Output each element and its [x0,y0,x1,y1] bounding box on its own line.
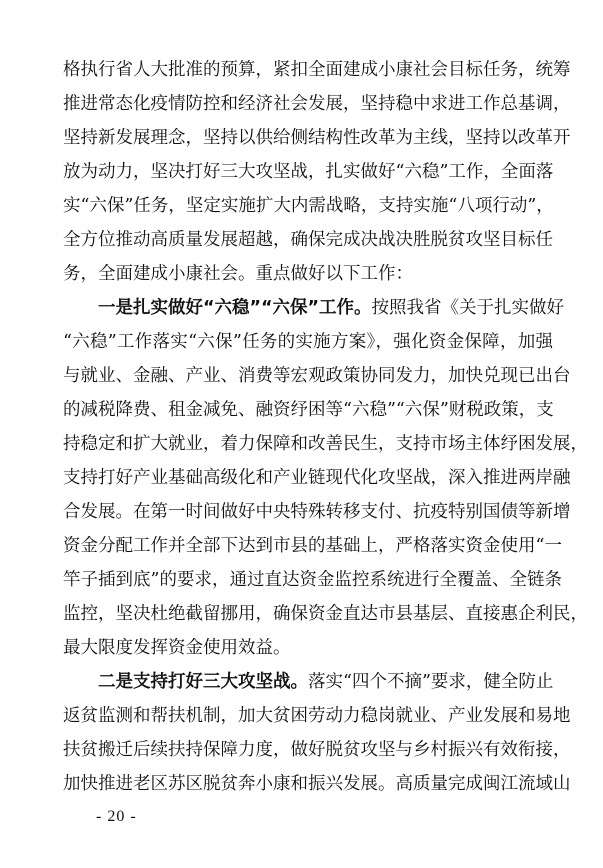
paragraph-2 [63,291,588,665]
paragraph-first-line [63,291,565,325]
section-heading: 一是扎实做好“六稳”“六保”工作。 [98,298,372,318]
text-line: 竿子插到底”的要求，通过直达资金监控系统进行全覆盖、全链条 [63,570,562,590]
text-line: 全方位推动高质量发展超越，确保完成决战决胜脱贫攻坚目标任 [63,230,553,250]
text-line: 合发展。在第一时间做好中央特殊转移支付、抗疫特别国债等新增 [63,502,571,522]
text-line: 资金分配工作并全部下达到市县的基础上，严格落实资金使用“一 [63,536,562,556]
document-body [63,53,588,801]
text-line: 返贫监测和帮扶机制，加大贫困劳动力稳岗就业、产业发展和易地 [63,706,571,726]
text-line: 务，全面建成小康社会。重点做好以下工作： [63,264,413,284]
text-line: 最大限度发挥资金使用效益。 [63,638,291,658]
text-line: 推进常态化疫情防控和经济社会发展，坚持稳中求进工作总基调， [63,94,571,114]
paragraph-1 [63,53,571,291]
paragraph-3 [63,665,571,801]
text-line: 的减税降费、租金减免、融资纾困等“六稳”“六保”财税政策，支 [63,400,554,420]
text-line: 坚持新发展理念，坚持以供给侧结构性改革为主线，坚持以改革开 [63,128,571,148]
text-line: 格执行省人大批准的预算，紧扣全面建成小康社会目标任务，统筹 [63,60,571,80]
text-line: 与就业、金融、产业、消费等宏观政策协同发力，加快兑现已出台 [63,366,571,386]
section-heading: 二是支持打好三大攻坚战。 [98,672,308,692]
text-line: 加快推进老区苏区脱贫奔小康和振兴发展。高质量完成闽江流域山 [63,774,571,794]
text-line: 扶贫搬迁后续扶持保障力度，做好脱贫攻坚与乡村振兴有效衔接， [63,740,571,760]
paragraph-first-line [63,665,553,699]
text-line: 监控，坚决杜绝截留挪用，确保资金直达市县基层、直接惠企利民， [63,604,588,624]
text-run: 落实“四个不摘”要求，健全防止 [308,672,554,692]
text-line: 支持打好产业基础高级化和产业链现代化攻坚战，深入推进两岸融 [63,468,571,488]
text-line: 放为动力，坚决打好三大攻坚战，扎实做好“六稳”工作，全面落 [63,162,554,182]
text-line: 持稳定和扩大就业，着力保障和改善民生，支持市场主体纾困发展， [63,434,588,454]
text-run: 按照我省《关于扎实做好 [371,298,565,318]
page-number: - 20 - [96,808,137,825]
text-line: 实“六保”任务，坚定实施扩大内需战略，支持实施“八项行动”， [63,196,554,216]
text-line: “六稳”工作落实“六保”任务的实施方案》，强化资金保障，加强 [63,332,553,352]
